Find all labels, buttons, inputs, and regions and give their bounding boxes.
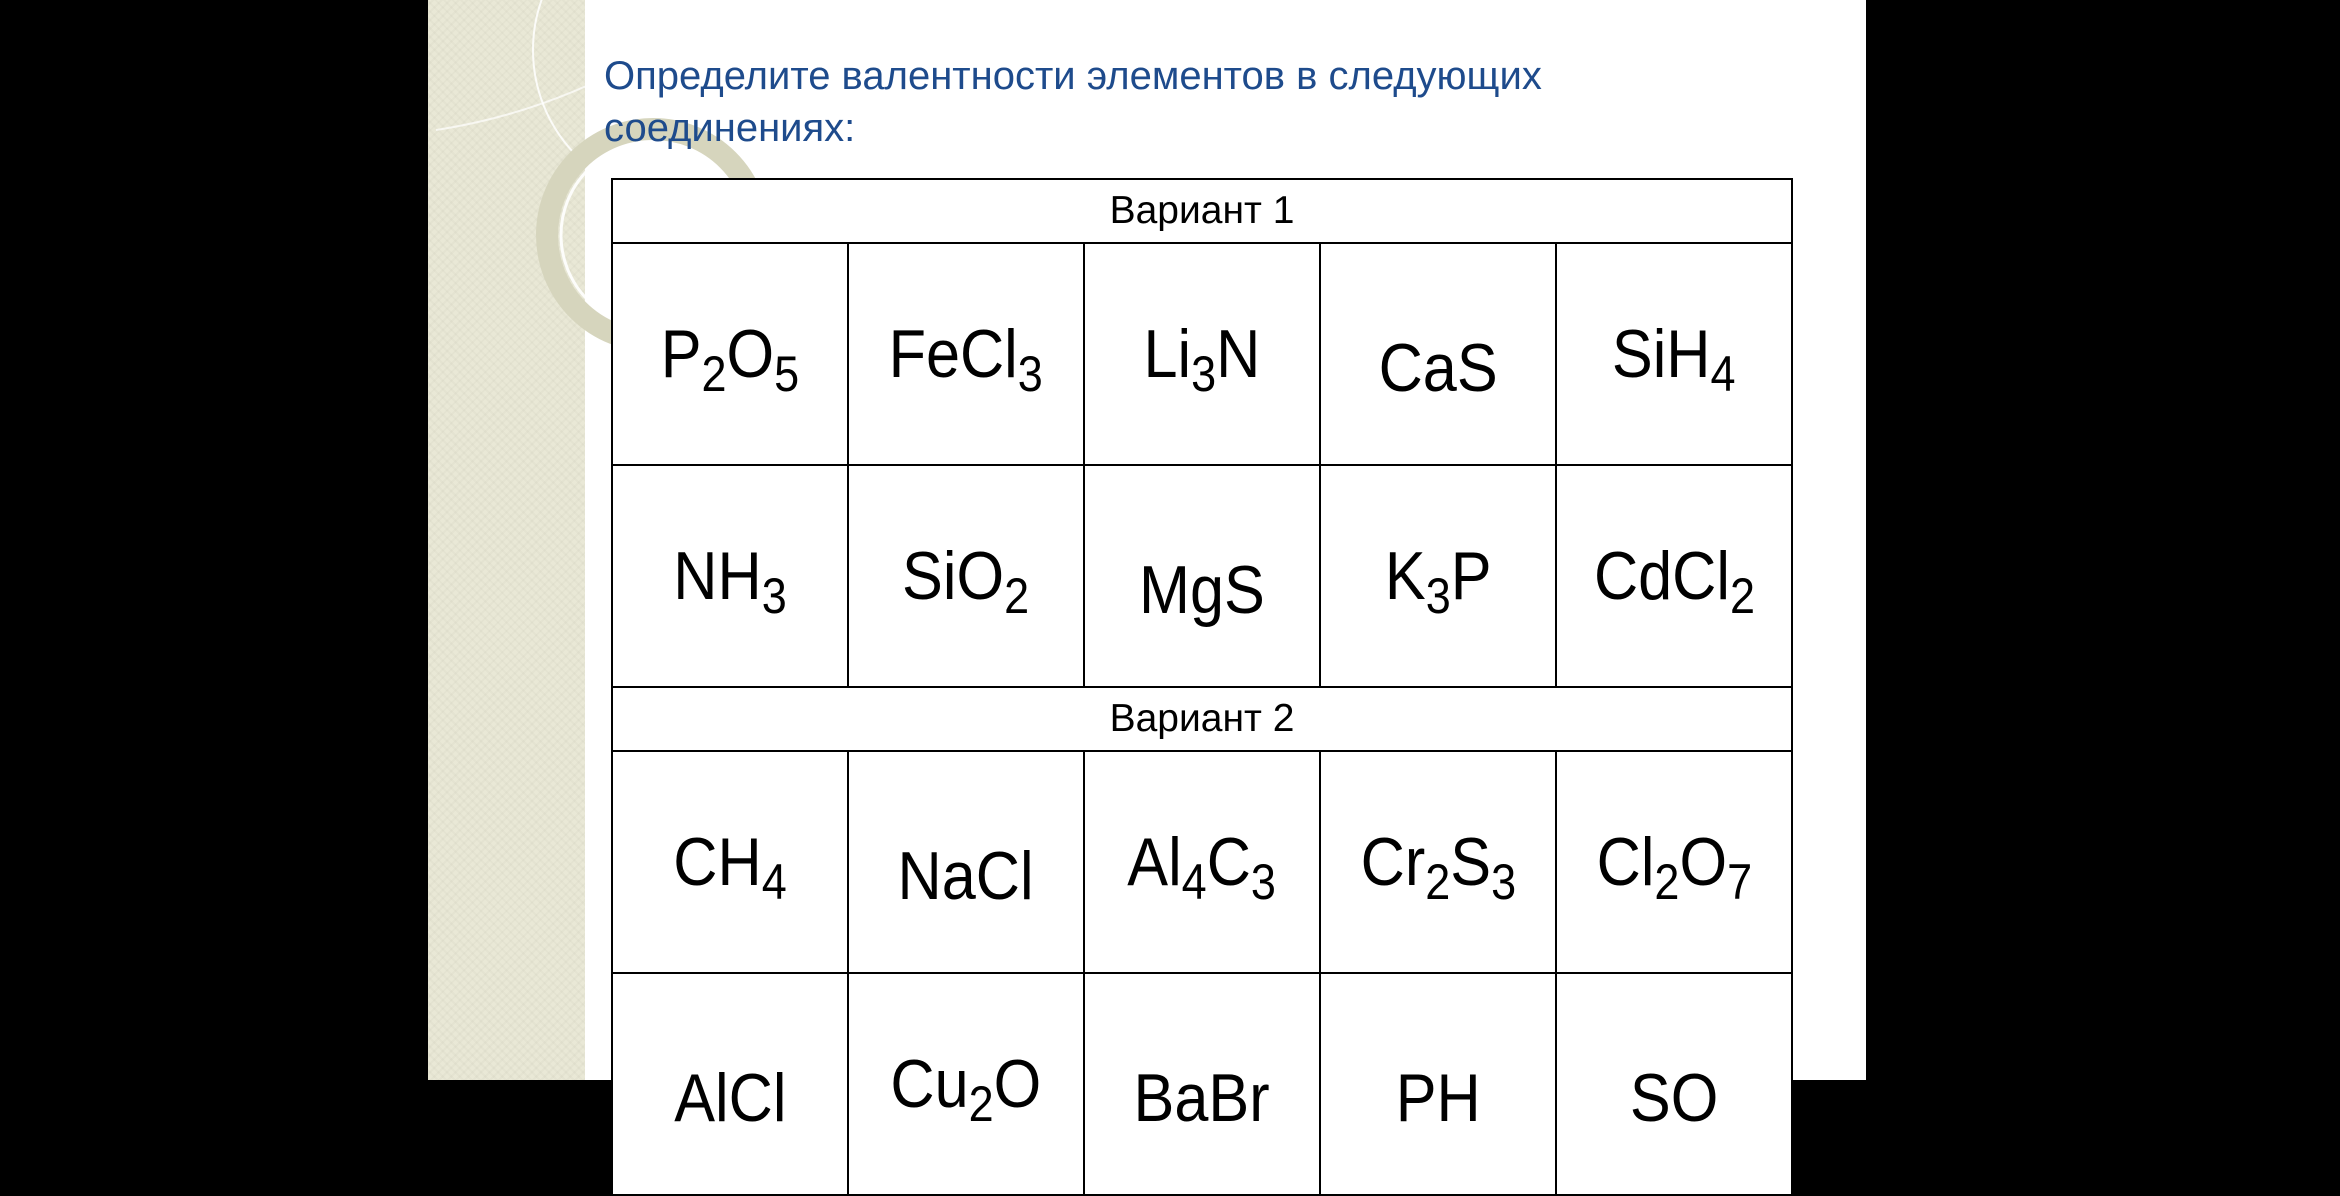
variant-header-row — [612, 687, 1792, 751]
formula-row — [612, 243, 1792, 465]
chemical-formula: SiH$_4$ — [1612, 316, 1736, 402]
formula-subscript: 2 — [968, 1076, 994, 1132]
formula-subscript: 2 — [1654, 854, 1680, 910]
formula-subscript: 4 — [1182, 854, 1208, 910]
formula-cell — [848, 465, 1084, 687]
formula-subscript: 2 — [701, 346, 727, 402]
formula-subscript: 3 — [1490, 854, 1516, 910]
chemical-formula: AlCl — [673, 1060, 787, 1136]
formula-cell — [1084, 243, 1320, 465]
chemical-formula: $CH_4$ — [673, 824, 787, 910]
formula-cell — [1320, 751, 1556, 973]
formula-subscript: 3 — [1191, 346, 1217, 402]
formula-cell — [612, 973, 848, 1195]
variant-1-header: Вариант 1 — [612, 179, 1792, 243]
formula-cell — [1556, 973, 1792, 1195]
formula-subscript: 3 — [1425, 568, 1451, 624]
formula-subscript: 3 — [1018, 346, 1044, 402]
formula-cell — [1084, 751, 1320, 973]
formula-cell — [1320, 243, 1556, 465]
formula-cell — [1556, 751, 1792, 973]
formula-row — [612, 465, 1792, 687]
formula-cell — [612, 243, 848, 465]
chemical-formula: $Cu_2O$ — [890, 1046, 1042, 1132]
formula-cell — [1320, 973, 1556, 1195]
formula-subscript: 3 — [1251, 854, 1277, 910]
chemical-formula: $NH_3$ — [673, 538, 787, 624]
chemical-formula: SiO$_2$ — [902, 538, 1030, 624]
formula-cell — [1556, 465, 1792, 687]
formula-subscript: 2 — [1424, 854, 1450, 910]
formula-cell — [848, 751, 1084, 973]
formula-cell — [1320, 465, 1556, 687]
formula-cell — [1084, 973, 1320, 1195]
formula-cell — [848, 973, 1084, 1195]
formula-subscript: 4 — [761, 854, 787, 910]
chemical-formula: MgS — [1139, 552, 1265, 628]
formula-subscript: 2 — [1004, 568, 1030, 624]
formula-cell — [1084, 465, 1320, 687]
chemical-formula: $P_2O_5$ — [660, 316, 800, 402]
formula-cell — [612, 751, 848, 973]
chemical-formula: $Cr_2S_3$ — [1360, 824, 1516, 910]
formula-row — [612, 973, 1792, 1195]
chemical-formula: BaBr — [1133, 1060, 1271, 1136]
chemical-formula: $Cl_2O_7$ — [1596, 824, 1752, 910]
formula-row — [612, 751, 1792, 973]
variant-header-row — [612, 179, 1792, 243]
formula-subscript: 5 — [774, 346, 800, 402]
formula-subscript: 4 — [1710, 346, 1736, 402]
chemical-formula: FeCl$_3$ — [888, 316, 1044, 402]
chemical-formula: CaS — [1378, 330, 1498, 406]
slide-title: Определите валентности элементов в следующих соединениях: — [604, 54, 1542, 150]
chemical-formula: SO — [1629, 1060, 1719, 1136]
chemical-formula: NaCl — [897, 838, 1035, 914]
formula-subscript: 3 — [761, 568, 787, 624]
chemical-formula: $Al_4C_3$ — [1127, 824, 1277, 910]
formula-cell — [612, 465, 848, 687]
compound-table — [611, 178, 1793, 1196]
formula-subscript: 7 — [1726, 854, 1752, 910]
chemical-formula: PH — [1395, 1060, 1481, 1136]
presentation-slide — [428, 0, 1866, 1136]
formula-subscript: 2 — [1729, 568, 1755, 624]
chemical-formula: CdCl$_2$ — [1593, 538, 1755, 624]
chemical-formula: $Li_3N$ — [1143, 316, 1261, 402]
chemical-formula: $K_3P$ — [1384, 538, 1492, 624]
formula-cell — [1556, 243, 1792, 465]
formula-cell — [848, 243, 1084, 465]
variant-2-header: Вариант 2 — [612, 687, 1792, 751]
